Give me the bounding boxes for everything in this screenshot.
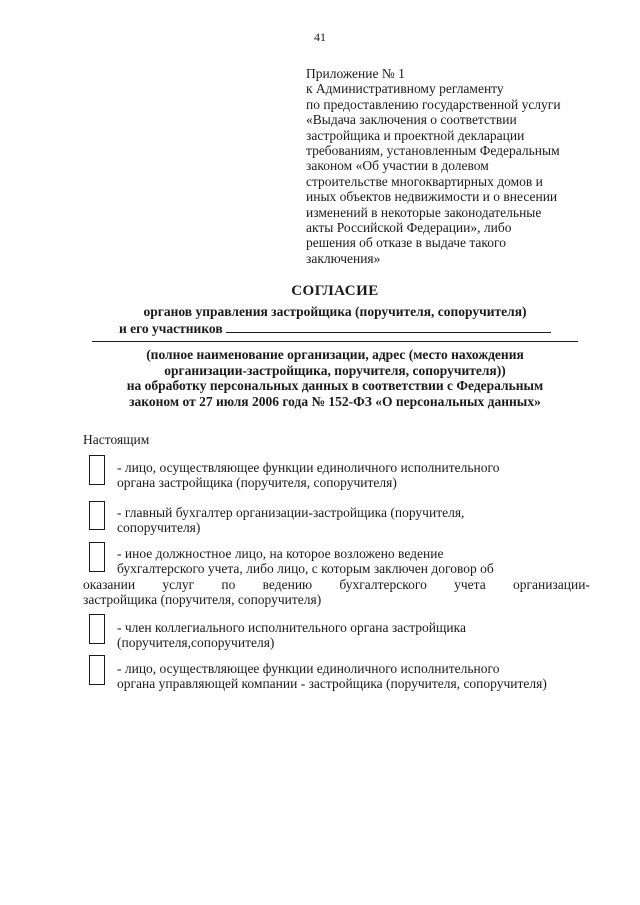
option-word: услуг	[162, 576, 195, 592]
appendix-line: к Административному регламенту	[306, 81, 504, 97]
option-word: организации-	[512, 576, 590, 592]
option-other-official	[83, 546, 590, 608]
checkbox-sole-executive[interactable]	[89, 455, 105, 485]
option-text: (поручителя,сопоручителя)	[117, 635, 275, 651]
option-word: оказании	[83, 576, 136, 592]
appendix-line: Приложение № 1	[306, 66, 405, 81]
option-text: - главный бухгалтер организации-застройщика (поручителя,	[117, 505, 465, 520]
document-title: СОГЛАСИЕ	[291, 283, 379, 299]
appendix-line: заключения»	[306, 250, 381, 266]
page-number: 41	[314, 30, 326, 44]
option-management-company	[83, 661, 593, 692]
document-heading	[60, 283, 610, 336]
option-word: по	[221, 576, 236, 592]
option-text: застройщика (поручителя, сопоручителя)	[83, 592, 322, 608]
option-text: органа управляющей компании - застройщика (поручителя, сопоручителя)	[117, 676, 547, 692]
appendix-line: по предоставлению государственной услуги	[306, 96, 561, 112]
heading-subtitle	[60, 347, 610, 409]
heading-line: законом от 27 июля 2006 года № 152-ФЗ «О персональных данных»	[129, 393, 541, 409]
heading-line: организации-застройщика, поручителя, сопоручителя))	[164, 362, 506, 378]
heading-line	[60, 320, 610, 337]
option-text: - член коллегиального исполнительного органа застройщика	[117, 620, 466, 635]
checkbox-chief-accountant[interactable]	[89, 501, 105, 530]
option-text: - лицо, осуществляющее функции единоличного исполнительного	[117, 661, 500, 676]
option-text: органа застройщика (поручителя, сопоручителя)	[117, 475, 397, 491]
appendix-line: иных объектов недвижимости и о внесении	[306, 189, 558, 205]
appendix-block	[306, 66, 606, 266]
heading-line: органов управления застройщика (поручителя, сопоручителя)	[143, 304, 527, 319]
option-collegial-member	[83, 620, 593, 651]
heading-line: (полное наименование организации, адрес (место нахождения	[146, 347, 524, 362]
option-word: учета	[454, 576, 486, 592]
appendix-line: строительстве многоквартирных домов и	[306, 173, 543, 189]
appendix-line: законом «Об участии в долевом	[306, 158, 489, 174]
option-text: - иное должностное лицо, на которое возложено ведение	[117, 546, 444, 561]
appendix-line: решения об отказе в выдаче такого	[306, 235, 506, 251]
heading-participants-label: и его участников	[118, 320, 223, 336]
checkbox-collegial-member[interactable]	[89, 614, 105, 644]
appendix-line: застройщика и проектной декларации	[306, 127, 525, 143]
heading-line: на обработку персональных данных в соответствии с Федеральным	[126, 378, 544, 393]
checkbox-other-official[interactable]	[89, 542, 105, 572]
appendix-line: «Выдача заключения о соответствии	[306, 112, 517, 128]
option-text: сопоручителя)	[117, 520, 201, 536]
option-sole-executive	[83, 460, 593, 491]
appendix-line: требованиям, установленным Федеральным	[306, 143, 560, 159]
option-word: бухгалтерского	[339, 576, 427, 592]
appendix-line: акты Российской Федерации», либо	[306, 220, 512, 236]
intro-text: Настоящим	[83, 432, 150, 447]
option-word: ведению	[262, 576, 313, 592]
checkbox-management-company[interactable]	[89, 655, 105, 685]
participants-blank-field[interactable]	[226, 320, 551, 333]
option-chief-accountant	[83, 505, 593, 536]
option-text: бухгалтерского учета, либо лицо, с которым заключен договор об	[117, 561, 494, 577]
organization-blank-field[interactable]	[92, 341, 578, 342]
option-text: - лицо, осуществляющее функции единоличного исполнительного	[117, 460, 500, 475]
option-text-justified	[83, 577, 590, 592]
appendix-line: изменений в некоторые законодательные	[306, 204, 542, 220]
